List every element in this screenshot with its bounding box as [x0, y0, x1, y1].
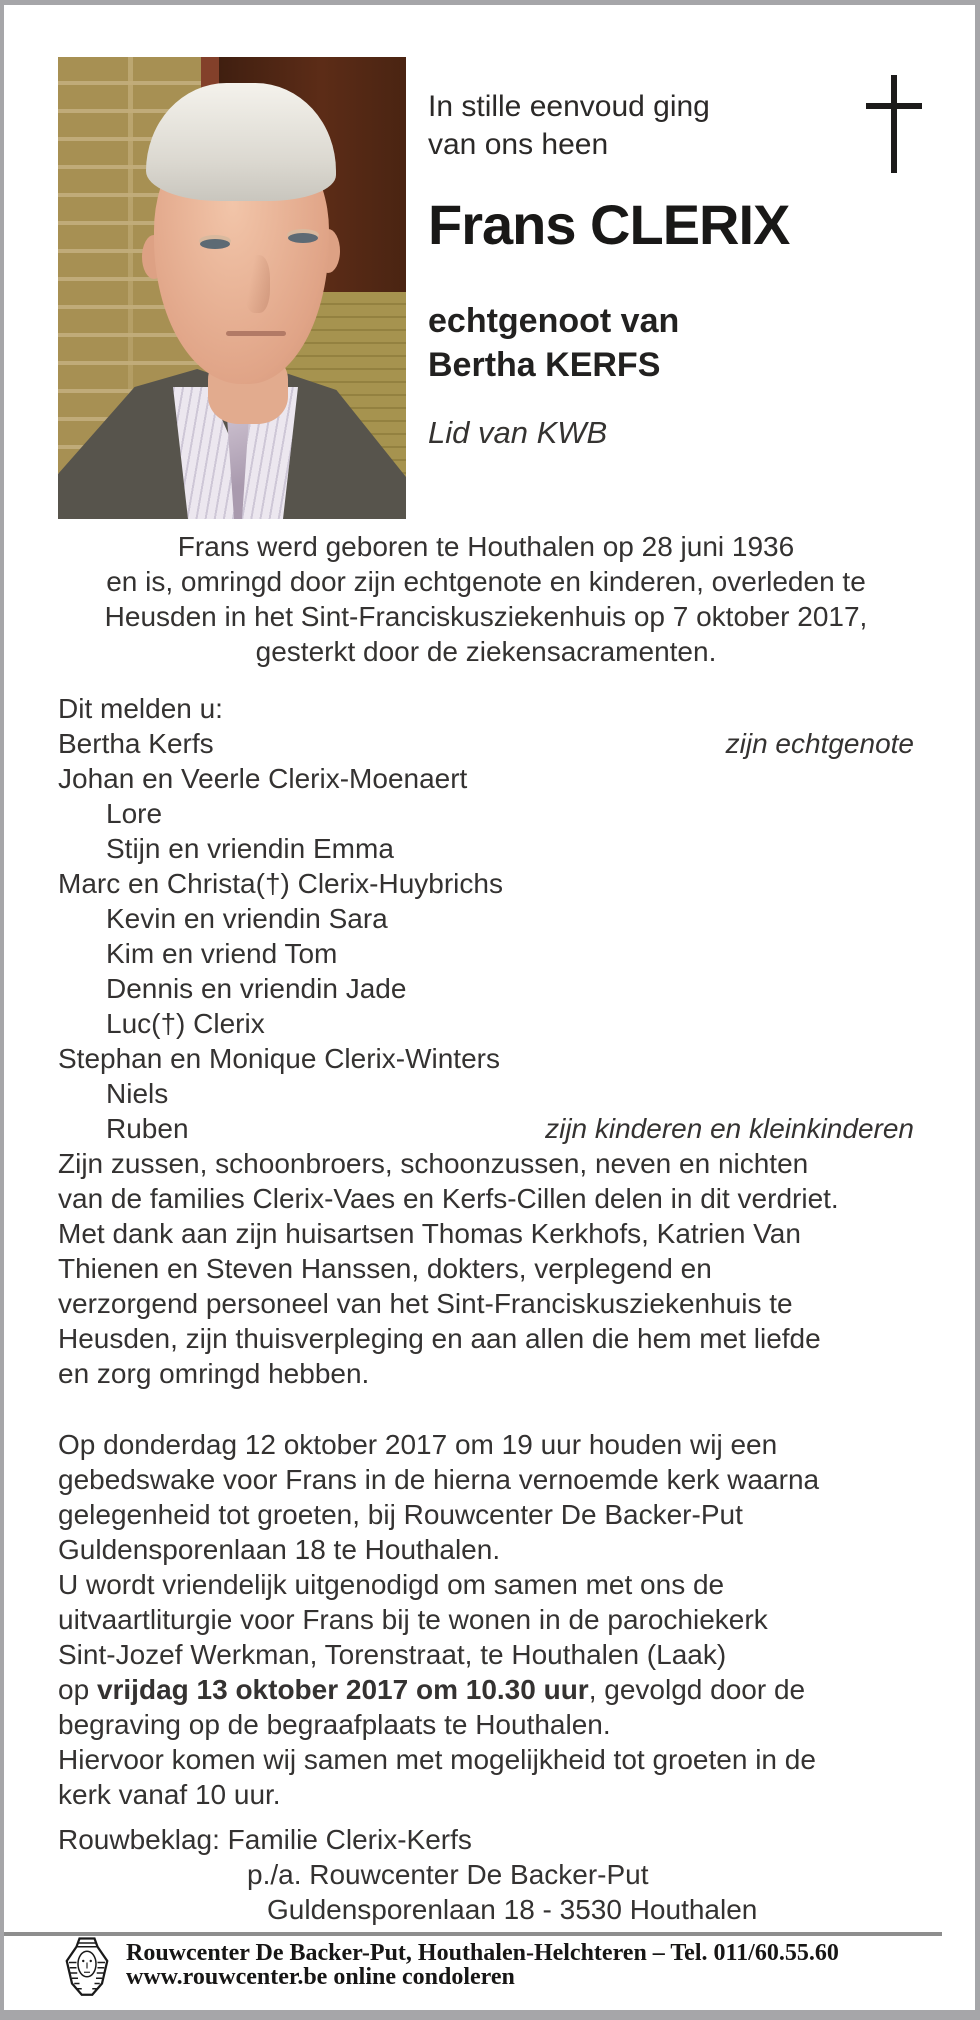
intro-line1: In stille eenvoud ging: [428, 90, 710, 123]
announcement-entry: Dennis en vriendin Jade: [106, 973, 407, 1004]
funeral-datetime: vrijdag 13 oktober 2017 om 10.30 uur: [96, 1674, 589, 1705]
announcement-intro: Dit melden u:: [58, 693, 223, 724]
announcement-entry: Marc en Christa(†) Clerix-Huybrichs: [58, 868, 503, 899]
footer-divider: [4, 1932, 942, 1936]
family-line: Zijn zussen, schoonbroers, schoonzussen, neven en nichten: [58, 1148, 809, 1179]
family-line: verzorgend personeel van het Sint-Franciskusziekenhuis te: [58, 1288, 793, 1319]
announcement-entry: Stephan en Monique Clerix-Winters: [58, 1043, 500, 1074]
membership-note: Lid van KWB: [428, 415, 608, 450]
condolence-address-block: [58, 1822, 914, 1927]
service-line: gebedswake voor Frans in de hierna vernoemde kerk waarna: [58, 1464, 820, 1495]
footer-website-line: www.rouwcenter.be online condoleren: [126, 1964, 515, 1990]
service-line: begraving op de begraafplaats te Houthalen.: [58, 1709, 611, 1740]
relation-note: zijn kinderen en kleinkinderen: [545, 1113, 914, 1144]
birth-line: en is, omringd door zijn echtgenote en kinderen, overleden te: [106, 566, 866, 597]
service-line: kerk vanaf 10 uur.: [58, 1779, 281, 1810]
announcement-entry: Kim en vriend Tom: [106, 938, 338, 969]
birth-line: gesterkt door de ziekensacramenten.: [255, 636, 717, 667]
condolence-line: Rouwbeklag: Familie Clerix-Kerfs: [58, 1824, 472, 1855]
photo-mouth: [226, 331, 286, 336]
birth-paragraph: [58, 529, 914, 669]
announcement-entry: Ruben zijn kinderen en kleinkinderen: [106, 1113, 914, 1144]
announcement-entry: Luc(†) Clerix: [106, 1008, 265, 1039]
family-line: Thienen en Steven Hanssen, dokters, verplegend en: [58, 1253, 712, 1284]
portrait-photo: [58, 57, 406, 519]
footer-contact-line: Rouwcenter De Backer-Put, Houthalen-Helchteren – Tel. 011/60.55.60: [126, 1940, 839, 1966]
family-line: Met dank aan zijn huisartsen Thomas Kerkhofs, Katrien Van: [58, 1218, 801, 1249]
announcement-entry: Kevin en vriendin Sara: [106, 903, 388, 934]
condolence-line: Guldensporenlaan 18 - 3530 Houthalen: [267, 1894, 758, 1925]
family-line: van de families Clerix-Vaes en Kerfs-Cillen delen in dit verdriet.: [58, 1183, 839, 1214]
photo-eye-right: [288, 233, 318, 243]
announcement-entry: Niels: [106, 1078, 169, 1109]
condolence-line: p./a. Rouwcenter De Backer-Put: [247, 1859, 649, 1890]
intro-line2: van ons heen: [428, 128, 609, 161]
pharaoh-logo-icon: [64, 1937, 110, 1997]
service-line: Op donderdag 12 oktober 2017 om 19 uur houden wij een: [58, 1429, 778, 1460]
service-line: U wordt vriendelijk uitgenodigd om samen met ons de: [58, 1569, 725, 1600]
announcement-entry: Bertha Kerfs zijn echtgenote: [58, 728, 914, 759]
birth-line: Heusden in het Sint-Franciskusziekenhuis op 7 oktober 2017,: [104, 601, 868, 632]
family-thanks-paragraph: [58, 1146, 914, 1391]
funeral-home-footer: [64, 1937, 839, 1997]
family-line: en zorg omringd hebben.: [58, 1358, 370, 1389]
spouse-prefix: echtgenoot van: [428, 302, 680, 340]
announcement-list: [58, 691, 914, 1146]
service-line: gelegenheid tot groeten, bij Rouwcenter De Backer-Put: [58, 1499, 743, 1530]
spouse-name: Bertha KERFS: [428, 346, 661, 384]
announcement-entry: Lore: [106, 798, 163, 829]
service-line: Guldensporenlaan 18 te Houthalen.: [58, 1534, 501, 1565]
service-line: Hiervoor komen wij samen met mogelijkheid tot groeten in de: [58, 1744, 816, 1775]
photo-nose: [244, 255, 270, 313]
service-line: Sint-Jozef Werkman, Torenstraat, te Houthalen (Laak): [58, 1639, 727, 1670]
announcement-entry: Stijn en vriendin Emma: [106, 833, 394, 864]
birth-line: Frans werd geboren te Houthalen op 28 juni 1936: [177, 531, 795, 562]
relation-note: zijn echtgenote: [725, 728, 914, 759]
announcement-entry: Johan en Veerle Clerix-Moenaert: [58, 763, 468, 794]
obituary-card: [4, 5, 975, 2010]
photo-eye-left: [200, 239, 230, 249]
deceased-name: Frans CLERIX: [428, 193, 790, 256]
intro-text: [428, 88, 710, 164]
cross-icon: [866, 75, 922, 173]
footer-text: [126, 1937, 839, 1989]
service-paragraph: [58, 1427, 914, 1812]
service-line-funeral-datetime: op vrijdag 13 oktober 2017 om 10.30 uur, gevolgd door de: [58, 1674, 806, 1705]
spouse-block: [428, 299, 679, 387]
service-line: uitvaartliturgie voor Frans bij te wonen in de parochiekerk: [58, 1604, 768, 1635]
family-line: Heusden, zijn thuisverpleging en aan allen die hem met liefde: [58, 1323, 821, 1354]
body-text: [58, 529, 914, 1927]
